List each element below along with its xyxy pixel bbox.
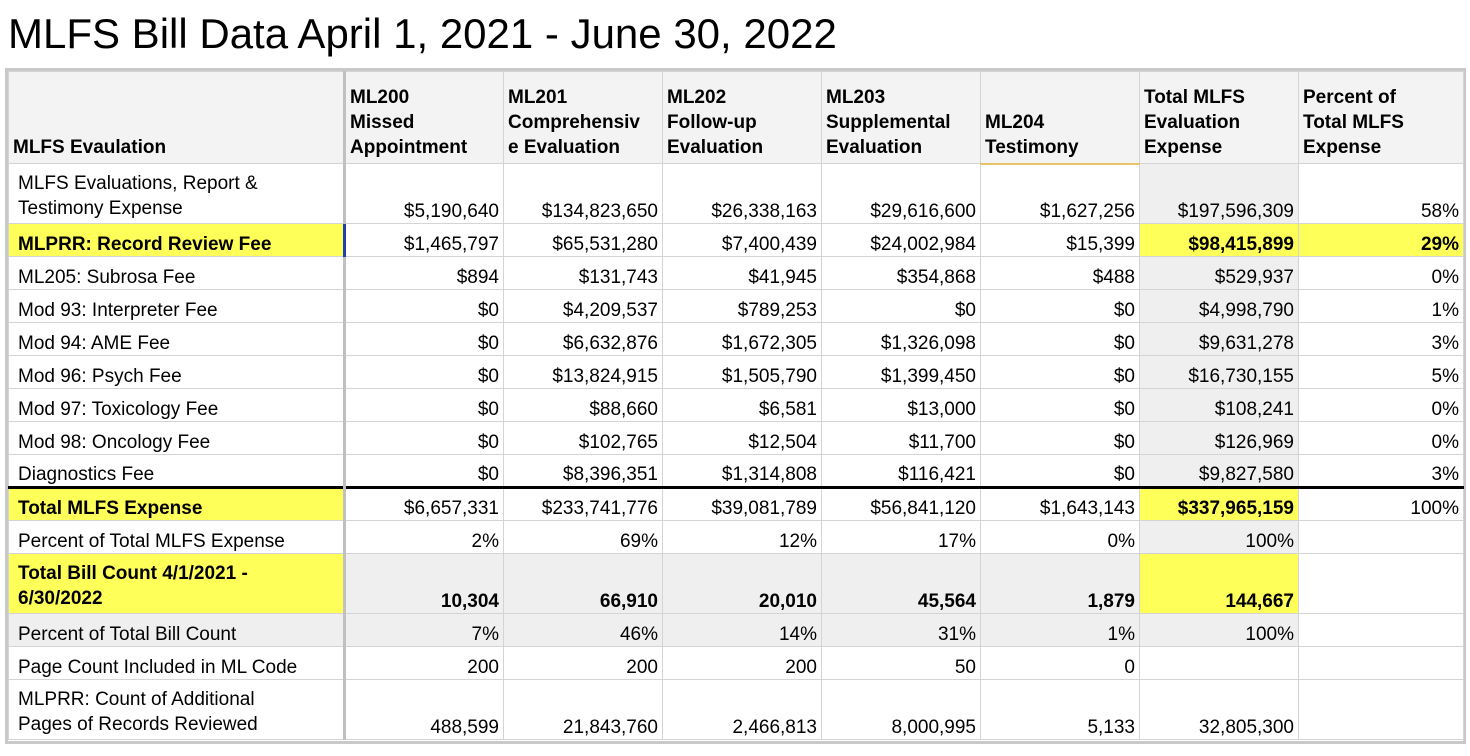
row-label-cell[interactable]: Mod 96: Psych Fee <box>9 356 345 389</box>
table-cell[interactable]: $354,868 <box>822 257 981 290</box>
table-cell[interactable]: $6,657,331 <box>345 488 504 521</box>
header-cell[interactable]: MLFS Evaulation <box>9 72 345 164</box>
table-row <box>9 389 1464 422</box>
row-label-cell[interactable]: MLPRR: Count of Additional Pages of Records Reviewed <box>9 680 345 740</box>
table-cell[interactable]: 100% <box>1140 521 1299 554</box>
table-cell[interactable]: 3% <box>1299 323 1464 356</box>
table-cell[interactable]: 100% <box>1299 488 1464 521</box>
table-cell[interactable]: 144,667 <box>1140 554 1299 614</box>
table-cell[interactable]: $126,969 <box>1140 422 1299 455</box>
table-cell[interactable]: $65,531,280 <box>504 224 663 257</box>
table-cell[interactable] <box>1299 614 1464 647</box>
table-cell[interactable]: 14% <box>663 614 822 647</box>
table-row <box>9 488 1464 521</box>
table-cell[interactable]: 50 <box>822 647 981 680</box>
table-cell[interactable]: $0 <box>981 356 1140 389</box>
table-cell[interactable]: $233,741,776 <box>504 488 663 521</box>
table-cell[interactable]: $0 <box>981 455 1140 488</box>
table-cell[interactable]: 69% <box>504 521 663 554</box>
header-row <box>9 72 1464 164</box>
table-row <box>9 554 1464 614</box>
table-row <box>9 521 1464 554</box>
table-cell[interactable] <box>1299 554 1464 614</box>
table-cell[interactable]: $29,616,600 <box>822 164 981 224</box>
table-row <box>9 422 1464 455</box>
spreadsheet-table <box>5 68 1466 744</box>
table-cell[interactable]: 5,133 <box>981 680 1140 740</box>
table-cell[interactable]: 5% <box>1299 356 1464 389</box>
table-cell[interactable]: $108,241 <box>1140 389 1299 422</box>
table-cell[interactable]: $7,400,439 <box>663 224 822 257</box>
table-cell[interactable]: $98,415,899 <box>1140 224 1299 257</box>
table-cell[interactable]: $337,965,159 <box>1140 488 1299 521</box>
row-label-cell[interactable]: Mod 93: Interpreter Fee <box>9 290 345 323</box>
table-cell[interactable]: 200 <box>345 647 504 680</box>
table-cell[interactable]: $24,002,984 <box>822 224 981 257</box>
table-row <box>9 323 1464 356</box>
table-row <box>9 164 1464 224</box>
table-cell[interactable]: 200 <box>504 647 663 680</box>
table-cell[interactable]: 31% <box>822 614 981 647</box>
table-cell[interactable]: 100% <box>1140 614 1299 647</box>
table-cell[interactable]: $1,672,305 <box>663 323 822 356</box>
table-cell[interactable]: 2% <box>345 521 504 554</box>
table-cell[interactable]: $16,730,155 <box>1140 356 1299 389</box>
table-cell[interactable] <box>1299 521 1464 554</box>
header-cell[interactable]: Percent of Total MLFS Expense <box>1299 72 1464 164</box>
table-cell[interactable]: 3% <box>1299 455 1464 488</box>
row-label-cell[interactable]: Mod 94: AME Fee <box>9 323 345 356</box>
header-cell[interactable]: ML201 Comprehensiv e Evaluation <box>504 72 663 164</box>
table-cell[interactable]: $12,504 <box>663 422 822 455</box>
table-cell[interactable]: 17% <box>822 521 981 554</box>
table-cell[interactable]: 1% <box>1299 290 1464 323</box>
table-row <box>9 455 1464 488</box>
row-label-cell[interactable]: Total Bill Count 4/1/2021 - 6/30/2022 <box>9 554 345 614</box>
row-label-cell[interactable]: Mod 97: Toxicology Fee <box>9 389 345 422</box>
table-cell[interactable]: 58% <box>1299 164 1464 224</box>
table-cell[interactable] <box>1299 680 1464 740</box>
table-cell[interactable]: $6,581 <box>663 389 822 422</box>
table-cell[interactable]: $0 <box>345 455 504 488</box>
table-cell[interactable]: 10,304 <box>345 554 504 614</box>
table-cell[interactable]: 29% <box>1299 224 1464 257</box>
table-cell[interactable]: $0 <box>981 422 1140 455</box>
header-cell[interactable]: Total MLFS Evaluation Expense <box>1140 72 1299 164</box>
row-label-cell[interactable]: Diagnostics Fee <box>9 455 345 488</box>
table-cell[interactable]: $102,765 <box>504 422 663 455</box>
table-cell[interactable]: $0 <box>981 290 1140 323</box>
table-cell[interactable]: $56,841,120 <box>822 488 981 521</box>
table-cell[interactable]: $1,326,098 <box>822 323 981 356</box>
table-cell[interactable]: $0 <box>345 290 504 323</box>
header-cell[interactable]: ML200 Missed Appointment <box>345 72 504 164</box>
table-cell[interactable]: $4,209,537 <box>504 290 663 323</box>
table-cell[interactable]: 0% <box>981 521 1140 554</box>
table-cell[interactable]: 0% <box>1299 389 1464 422</box>
row-label-cell[interactable]: Mod 98: Oncology Fee <box>9 422 345 455</box>
table-cell[interactable]: $15,399 <box>981 224 1140 257</box>
table-row <box>9 680 1464 740</box>
row-label-cell[interactable]: Page Count Included in ML Code <box>9 647 345 680</box>
table-cell[interactable]: $9,827,580 <box>1140 455 1299 488</box>
table-cell[interactable]: 21,843,760 <box>504 680 663 740</box>
row-label-cell[interactable]: Percent of Total Bill Count <box>9 614 345 647</box>
mlfs-bill-table <box>8 71 1464 740</box>
table-cell[interactable]: $131,743 <box>504 257 663 290</box>
row-label-cell[interactable]: ML205: Subrosa Fee <box>9 257 345 290</box>
table-cell[interactable]: 0% <box>1299 422 1464 455</box>
table-cell[interactable]: $529,937 <box>1140 257 1299 290</box>
table-row <box>9 224 1464 257</box>
header-cell[interactable]: ML204 Testimony <box>981 72 1140 164</box>
table-cell[interactable]: 20,010 <box>663 554 822 614</box>
table-cell[interactable]: $6,632,876 <box>504 323 663 356</box>
table-cell[interactable]: 7% <box>345 614 504 647</box>
table-cell[interactable]: $0 <box>345 323 504 356</box>
table-cell[interactable]: 12% <box>663 521 822 554</box>
table-cell[interactable]: $9,631,278 <box>1140 323 1299 356</box>
table-cell[interactable]: $789,253 <box>663 290 822 323</box>
header-cell[interactable]: ML203 Supplemental Evaluation <box>822 72 981 164</box>
table-cell[interactable]: $4,998,790 <box>1140 290 1299 323</box>
table-row <box>9 614 1464 647</box>
table-cell[interactable]: 46% <box>504 614 663 647</box>
table-cell[interactable] <box>1140 647 1299 680</box>
header-cell[interactable]: ML202 Follow-up Evaluation <box>663 72 822 164</box>
table-cell[interactable]: 0% <box>1299 257 1464 290</box>
table-row <box>9 290 1464 323</box>
row-label-cell[interactable]: Total MLFS Expense <box>9 488 345 521</box>
table-cell[interactable]: $1,314,808 <box>663 455 822 488</box>
table-cell[interactable]: 1% <box>981 614 1140 647</box>
table-cell[interactable]: $488 <box>981 257 1140 290</box>
table-row <box>9 356 1464 389</box>
table-cell[interactable]: $41,945 <box>663 257 822 290</box>
table-cell[interactable]: $0 <box>981 323 1140 356</box>
table-cell[interactable]: $13,000 <box>822 389 981 422</box>
table-cell[interactable]: 32,805,300 <box>1140 680 1299 740</box>
table-cell[interactable]: 488,599 <box>345 680 504 740</box>
row-label-cell[interactable]: Percent of Total MLFS Expense <box>9 521 345 554</box>
row-label-cell[interactable]: MLPRR: Record Review Fee <box>9 224 345 257</box>
table-cell[interactable]: 1,879 <box>981 554 1140 614</box>
table-cell[interactable]: 8,000,995 <box>822 680 981 740</box>
table-cell[interactable]: $11,700 <box>822 422 981 455</box>
table-cell[interactable]: $13,824,915 <box>504 356 663 389</box>
table-cell[interactable]: $39,081,789 <box>663 488 822 521</box>
table-cell[interactable]: $0 <box>981 389 1140 422</box>
table-cell[interactable]: $1,399,450 <box>822 356 981 389</box>
table-cell[interactable]: $0 <box>345 422 504 455</box>
table-cell[interactable]: $0 <box>345 389 504 422</box>
table-cell[interactable]: 200 <box>663 647 822 680</box>
table-cell[interactable]: $1,465,797 <box>345 224 504 257</box>
table-cell[interactable]: $88,660 <box>504 389 663 422</box>
table-cell[interactable]: $1,643,143 <box>981 488 1140 521</box>
table-cell[interactable]: $0 <box>345 356 504 389</box>
table-cell[interactable]: $1,505,790 <box>663 356 822 389</box>
table-cell[interactable]: $8,396,351 <box>504 455 663 488</box>
table-cell[interactable]: $1,627,256 <box>981 164 1140 224</box>
table-cell[interactable]: 66,910 <box>504 554 663 614</box>
row-label-cell[interactable]: MLFS Evaluations, Report & Testimony Expense <box>9 164 345 224</box>
table-cell[interactable]: $134,823,650 <box>504 164 663 224</box>
table-cell[interactable]: 2,466,813 <box>663 680 822 740</box>
table-row <box>9 257 1464 290</box>
table-cell[interactable]: $26,338,163 <box>663 164 822 224</box>
table-cell[interactable]: $5,190,640 <box>345 164 504 224</box>
table-row <box>9 647 1464 680</box>
table-cell[interactable]: 45,564 <box>822 554 981 614</box>
table-cell[interactable]: 0 <box>981 647 1140 680</box>
table-cell[interactable] <box>1299 647 1464 680</box>
page-title: MLFS Bill Data April 1, 2021 - June 30, 2022 <box>8 10 837 57</box>
table-cell[interactable]: $197,596,309 <box>1140 164 1299 224</box>
table-cell[interactable]: $0 <box>822 290 981 323</box>
table-cell[interactable]: $116,421 <box>822 455 981 488</box>
table-cell[interactable]: $894 <box>345 257 504 290</box>
